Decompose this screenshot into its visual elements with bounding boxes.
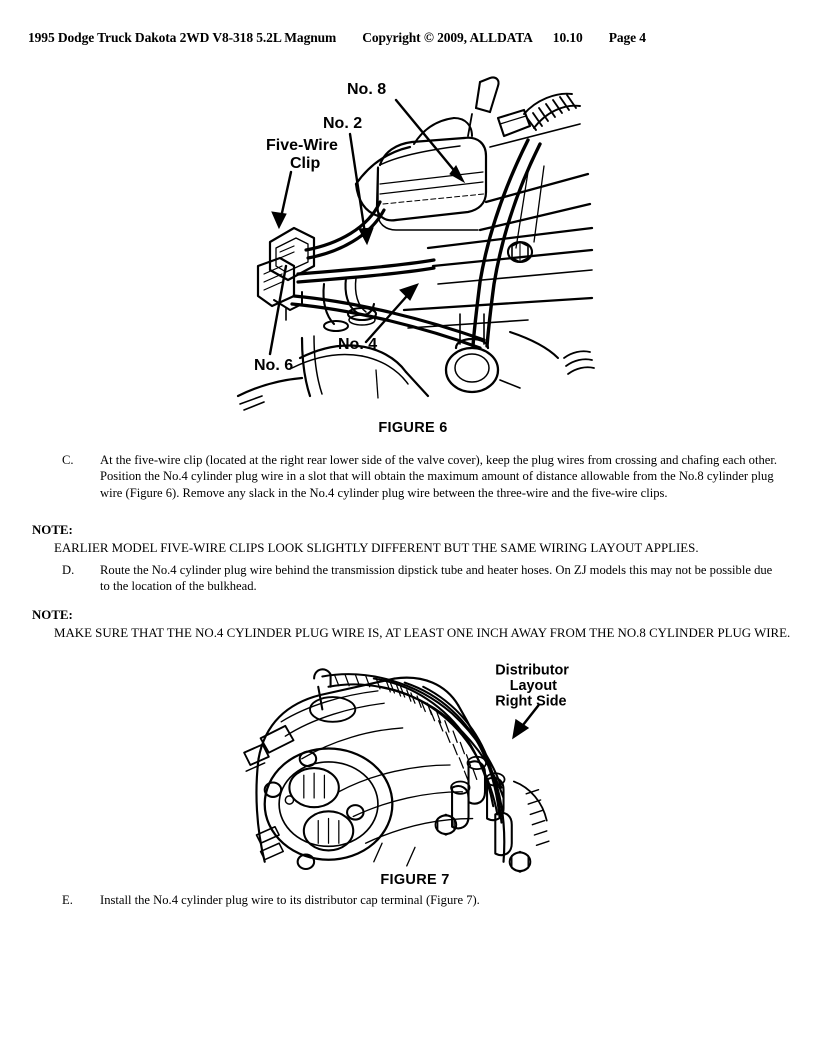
figure-7-caption: FIGURE 7 xyxy=(380,872,450,889)
header-version: 10.10 xyxy=(552,30,583,45)
step-e-marker: E. xyxy=(62,893,73,907)
page-header xyxy=(28,30,788,46)
note-2-label: NOTE: xyxy=(32,608,73,622)
step-c-marker: C. xyxy=(62,453,74,467)
note-1 xyxy=(32,522,792,556)
note-2-text: MAKE SURE THAT THE NO.4 CYLINDER PLUG WIRE IS, AT LEAST ONE INCH AWAY FROM THE NO.8 CYLINDER PLUG WIRE. xyxy=(54,625,791,640)
figure-7-illustration xyxy=(240,660,590,878)
figure-7-callout-distributor-line1: Distributor xyxy=(495,662,569,679)
note-1-text: EARLIER MODEL FIVE-WIRE CLIPS LOOK SLIGHTLY DIFFERENT BUT THE SAME WIRING LAYOUT APPLIES. xyxy=(54,540,699,555)
figure-7-callout-distributor-line2: Layout xyxy=(509,677,557,694)
step-e-text: Install the No.4 cylinder plug wire to its distributor cap terminal (Figure 7). xyxy=(100,893,480,907)
note-1-label: NOTE: xyxy=(32,523,73,537)
figure-6-callout-no2: No. 2 xyxy=(323,115,363,132)
header-vehicle: 1995 Dodge Truck Dakota 2WD V8-318 5.2L Magnum xyxy=(28,30,337,45)
figure-6-callout-no6: No. 6 xyxy=(254,357,294,374)
step-c-text: At the five-wire clip (located at the right rear lower side of the valve cover), keep the plug wires from crossing and chafing each other. Position the No.4 cylinder plug wire in a slot that will obtain the maximum amount of distance allowable from the No.8 cylinder plug wire (Figure 6). Remove any slack in the No.4 cylinder plug wire between the three-wire and the five-wire clips. xyxy=(100,453,777,500)
figure-6-callout-no8: No. 8 xyxy=(347,81,387,98)
step-d xyxy=(62,562,782,595)
figure-6 xyxy=(228,52,598,452)
step-d-text: Route the No.4 cylinder plug wire behind the transmission dipstick tube and heater hoses. On ZJ models this may not be possible due to the location of the bulkhead. xyxy=(100,563,773,594)
figure-7 xyxy=(240,660,590,890)
step-d-marker: D. xyxy=(62,563,75,577)
note-2 xyxy=(32,607,802,641)
figure-7-callout-distributor-line3: Right Side xyxy=(495,693,567,710)
figure-6-caption: FIGURE 6 xyxy=(378,420,448,436)
header-copyright: Copyright © 2009, ALLDATA xyxy=(362,30,533,45)
header-page-number: Page 4 xyxy=(608,30,646,45)
step-c xyxy=(62,452,798,501)
figure-6-callout-five-wire-clip-line1: Five-Wire xyxy=(266,137,338,154)
figure-6-callout-five-wire-clip-line2: Clip xyxy=(290,155,321,172)
step-e xyxy=(62,892,702,908)
figure-6-illustration xyxy=(228,52,598,424)
figure-6-callout-no4: No. 4 xyxy=(338,336,378,353)
